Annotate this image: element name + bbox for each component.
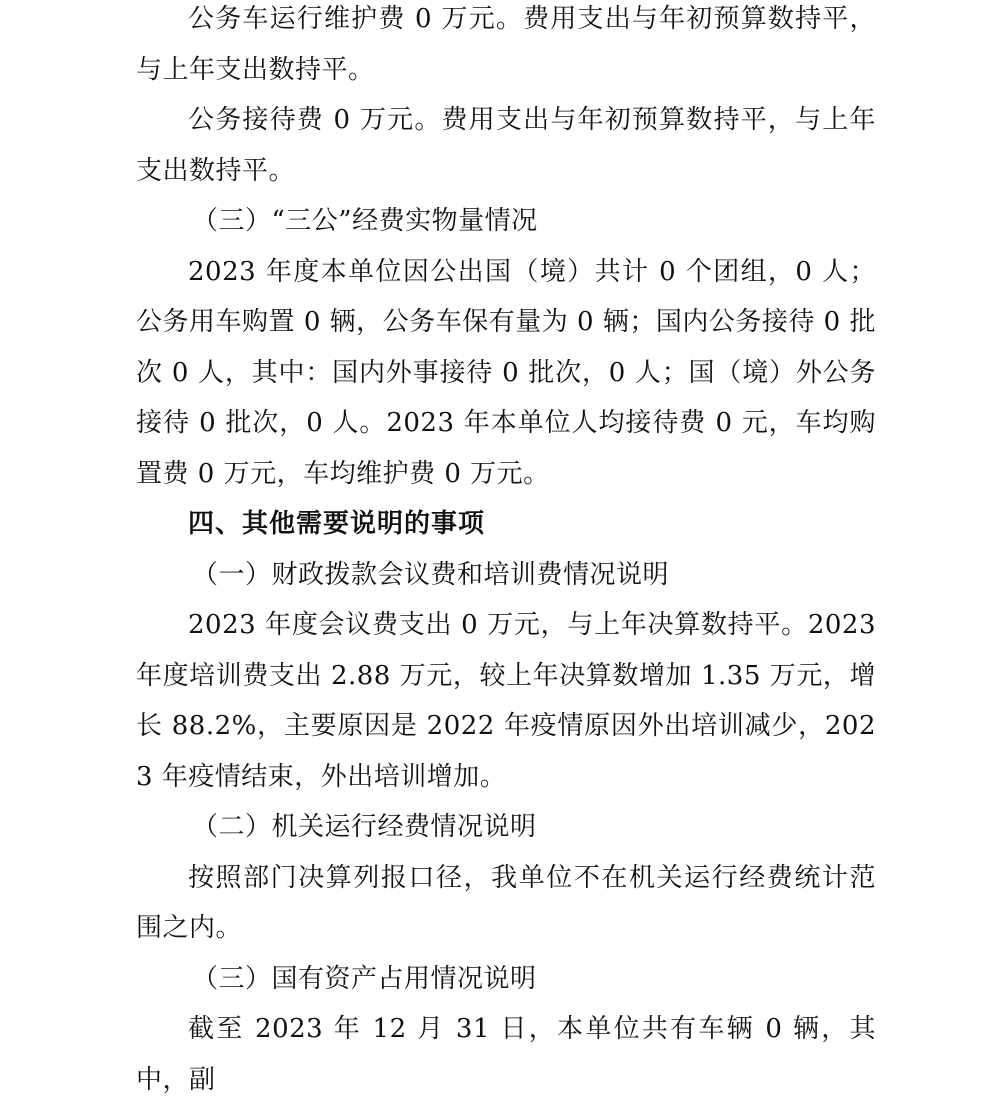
paragraph-physical-quantity: 2023 年度本单位因公出国（境）共计 0 个团组，0 人；公务用车购置 0 辆，公务车保有量为 0 辆；国内公务接待 0 批次 0 人，其中：国内外事接待 0 批次，0 人；国（境）外公务接待 0 批次，0 人。2023 年本单位人均接待费 0 元，车均购置费 0 万元，车均维护费 0 万元。 [136,256,876,489]
section-heading-physical-quantity: （三）“三公”经费实物量情况 [192,206,538,236]
paragraph-reception-fee: 公务接待费 0 万元。费用支出与年初预算数持平，与上年支出数持平。 [136,105,876,186]
paragraph-operating-expense: 按照部门决算列报口径，我单位不在机关运行经费统计范围之内。 [136,862,876,943]
section-heading-other-matters: 四、其他需要说明的事项 [188,509,486,539]
document-body [136,0,876,1105]
section-heading-state-assets: （三）国有资产占用情况说明 [192,963,537,994]
section-heading-operating-expense: （二）机关运行经费情况说明 [192,812,537,842]
section-heading-meeting-training: （一）财政拨款会议费和培训费情况说明 [192,559,670,590]
paragraph-vehicle-maintenance: 公务车运行维护费 0 万元。费用支出与年初预算数持平，与上年支出数持平。 [136,4,876,85]
paragraph-meeting-training: 2023 年度会议费支出 0 万元，与上年决算数持平。2023 年度培训费支出 2.88 万元，较上年决算数增加 1.35 万元，增长 88.2%，主要原因是 2022 年疫情原因外出培训减少，2023 年疫情结束，外出培训增加。 [136,610,876,792]
paragraph-state-assets: 截至 2023 年 12 月 31 日，本单位共有车辆 0 辆，其中，副 [136,1014,876,1095]
